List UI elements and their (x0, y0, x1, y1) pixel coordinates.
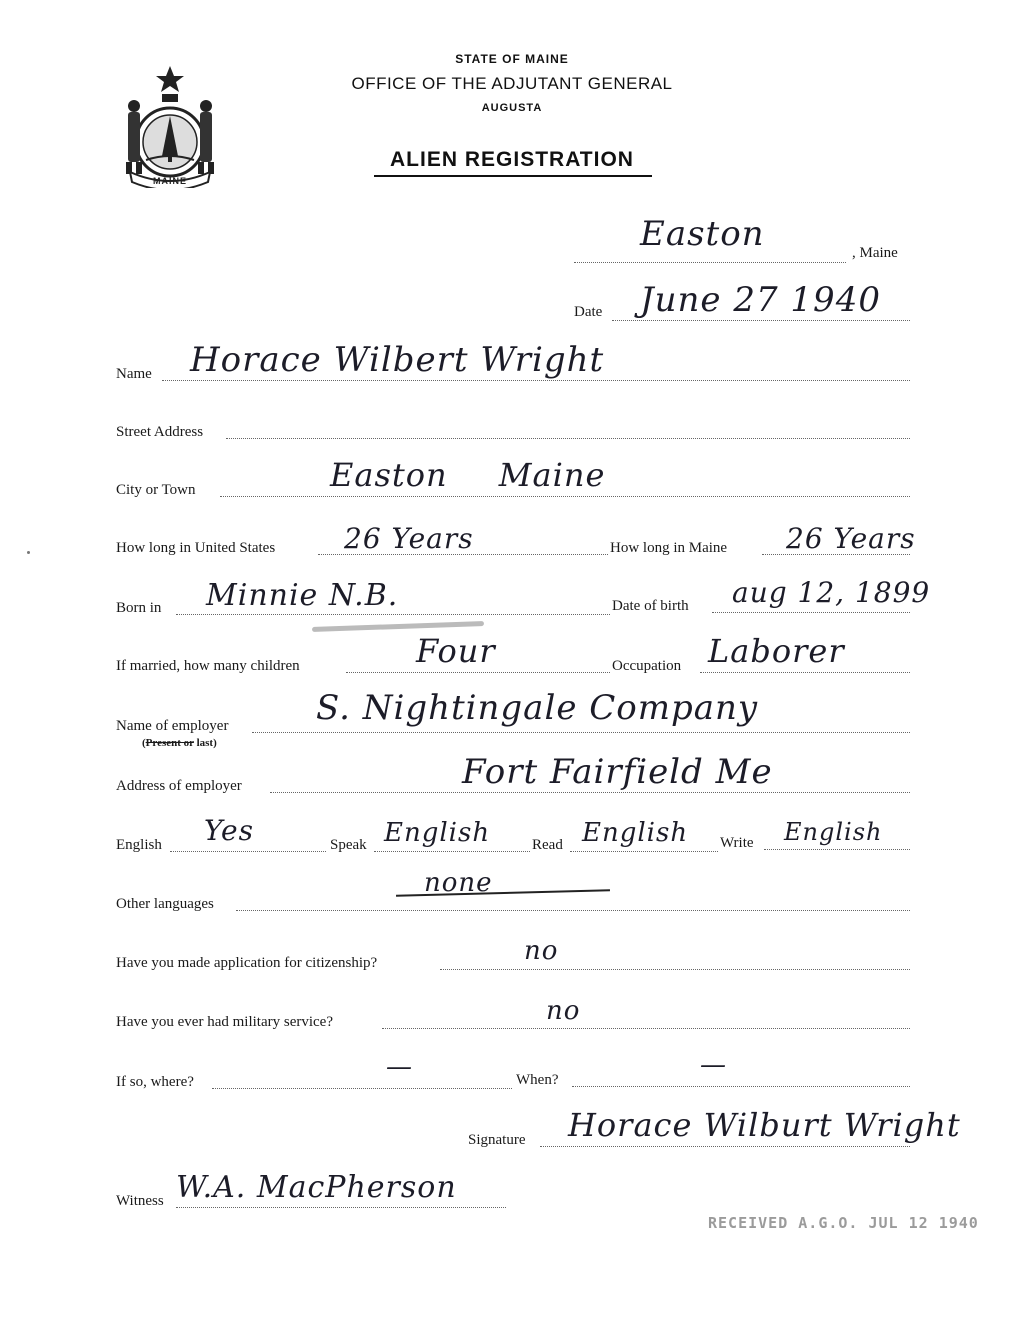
signature-label: Signature (468, 1132, 526, 1148)
occupation-value: Laborer (708, 632, 845, 670)
us-duration-label: How long in United States (116, 540, 276, 556)
read-value: English (582, 818, 689, 848)
children-label: If married, how many children (116, 658, 300, 674)
speak-line (374, 851, 530, 852)
other-languages-line (236, 910, 910, 911)
header-office: OFFICE OF THE ADJUTANT GENERAL (351, 74, 673, 93)
city-value: Easton Maine (330, 456, 606, 494)
when-value: — (700, 1050, 727, 1080)
other-languages-value: none (424, 868, 493, 898)
header-city: AUGUSTA (481, 102, 543, 114)
read-line (570, 851, 718, 852)
dob-value: aug 12, 1899 (732, 576, 931, 609)
received-stamp: RECEIVED A.G.O. JUL 12 1940 (708, 1214, 979, 1232)
birthplace-label: Born in (116, 600, 162, 616)
english-value: Yes (204, 814, 254, 847)
dob-label: Date of birth (612, 598, 689, 614)
town-line (574, 262, 846, 263)
english-label: English (116, 837, 162, 853)
witness-label: Witness (116, 1193, 164, 1209)
citizenship-line (440, 969, 910, 970)
speak-value: English (384, 818, 491, 848)
title-underline (374, 175, 652, 177)
name-value: Horace Wilbert Wright (190, 340, 605, 380)
employer-address-line (270, 792, 910, 793)
street-address-label: Street Address (116, 424, 204, 440)
speak-label: Speak (330, 837, 367, 853)
maine-duration-label: How long in Maine (610, 540, 728, 556)
write-value: English (784, 818, 883, 846)
when-line (572, 1086, 910, 1087)
employer-value: S. Nightingale Company (316, 688, 759, 728)
other-languages-label: Other languages (116, 896, 214, 912)
maine-duration-value: 26 Years (786, 522, 916, 555)
signature-line (540, 1146, 910, 1147)
witness-line (176, 1207, 506, 1208)
street-address-line (226, 438, 910, 439)
seal-banner-text: MAINE (153, 176, 187, 186)
when-label: When? (516, 1072, 559, 1088)
citizenship-label: Have you made application for citizenship? (116, 955, 378, 971)
city-line (220, 496, 910, 497)
date-value: June 27 1940 (640, 280, 881, 320)
form-title: ALIEN REGISTRATION (390, 148, 634, 171)
write-label: Write (720, 835, 754, 851)
witness-value: W.A. MacPherson (176, 1170, 457, 1205)
children-line (346, 672, 610, 673)
where-line (212, 1088, 512, 1089)
employer-note: (Present or last) (142, 737, 217, 749)
employer-label: Name of employer (116, 718, 229, 734)
employer-address-value: Fort Fairfield Me (462, 752, 773, 792)
date-line (612, 320, 910, 321)
write-line (764, 849, 910, 850)
military-line (382, 1028, 910, 1029)
town-value: Easton (640, 214, 765, 254)
read-label: Read (532, 837, 563, 853)
military-label: Have you ever had military service? (116, 1014, 333, 1030)
name-line (162, 380, 910, 381)
maine-suffix: , Maine (852, 245, 898, 261)
name-label: Name (116, 366, 152, 382)
employer-address-label: Address of employer (116, 778, 242, 794)
us-duration-value: 26 Years (344, 522, 474, 555)
city-label: City or Town (116, 482, 196, 498)
birthplace-line (176, 614, 610, 615)
english-line (170, 851, 326, 852)
signature-value: Horace Wilburt Wright (568, 1106, 961, 1144)
citizenship-value: no (524, 936, 559, 966)
header-state: STATE OF MAINE (455, 52, 569, 66)
scan-speck (27, 551, 30, 554)
military-value: no (546, 996, 581, 1026)
maine-state-seal-icon (116, 64, 224, 188)
employer-line (252, 732, 910, 733)
where-value: — (386, 1052, 413, 1082)
birthplace-value: Minnie N.B. (206, 578, 399, 613)
where-label: If so, where? (116, 1074, 194, 1090)
date-label: Date (574, 304, 603, 320)
dob-line (712, 612, 910, 613)
occupation-label: Occupation (612, 658, 682, 674)
pencil-underline-mark (312, 621, 484, 632)
children-value: Four (416, 632, 496, 670)
occupation-line (700, 672, 910, 673)
